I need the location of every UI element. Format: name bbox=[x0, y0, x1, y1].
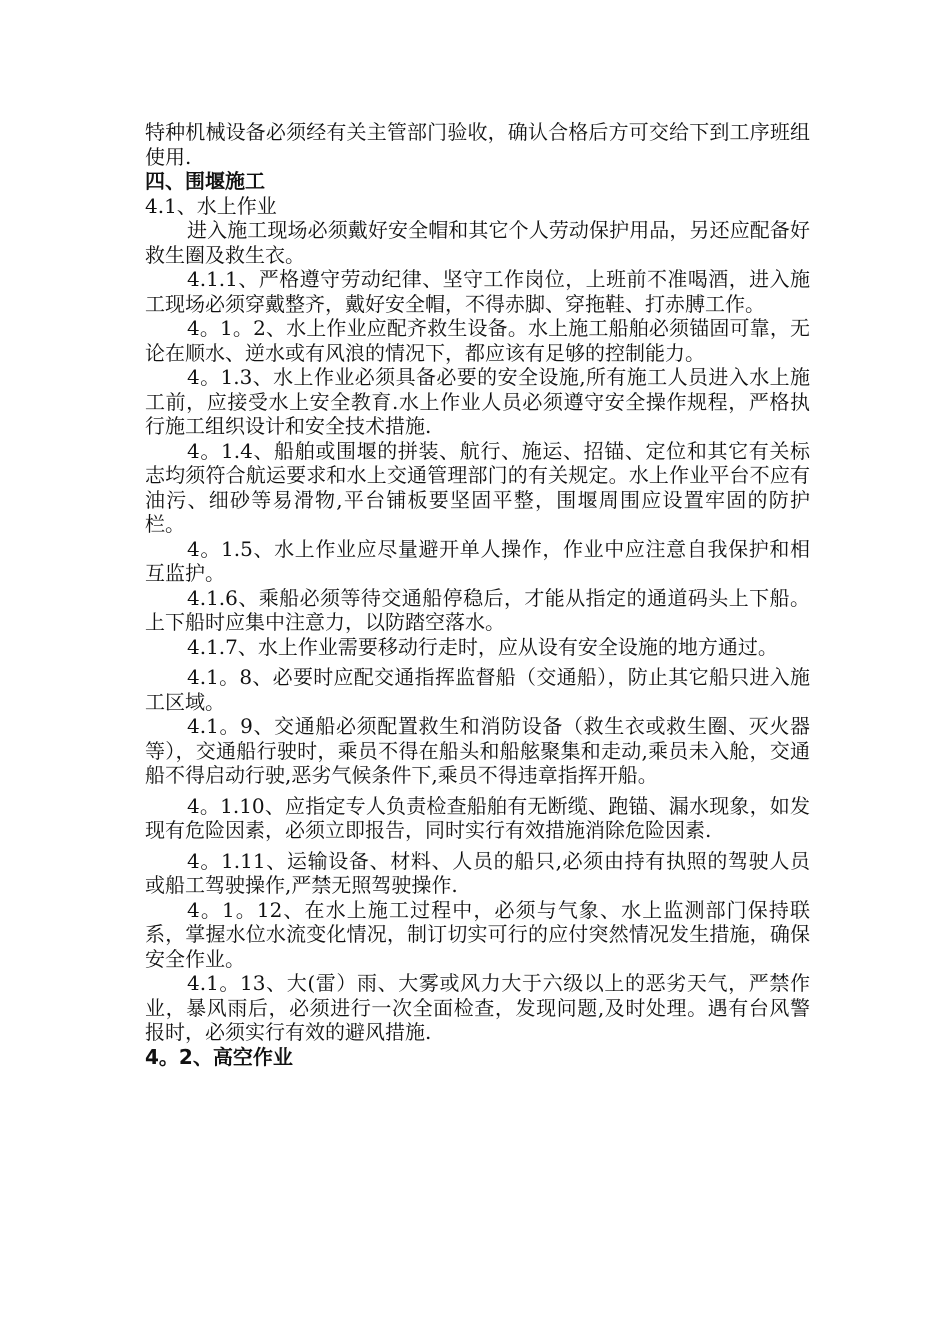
paragraph-intro: 特种机械设备必须经有关主管部门验收，确认合格后方可交给下到工序班组使用. bbox=[145, 120, 810, 169]
paragraph-4-1-10: 4。1.10、应指定专人负责检查船舶有无断缆、跑锚、漏水现象，如发现有危险因素，必须立即报告，同时实行有效措施消除危险因素. bbox=[145, 793, 810, 842]
paragraph-4-1-12: 4。1。12、在水上施工过程中，必须与气象、水上监测部门保持联系，掌握水位水流变化情况，制订切实可行的应付突然情况发生措施，确保安全作业。 bbox=[145, 897, 810, 971]
paragraph-4-1-2: 4。1。2、水上作业应配齐救生设备。水上施工船舶必须锚固可靠，无论在顺水、逆水或有风浪的情况下，都应该有足够的控制能力。 bbox=[145, 316, 810, 365]
paragraph-4-1-9: 4.1。9、交通船必须配置救生和消防设备（救生衣或救生圈、灭火器等），交通船行驶时，乘员不得在船头和船舷聚集和走动,乘员未入舱，交通船不得启动行驶,恶劣气候条件下,乘员不得违章指挥开船。 bbox=[145, 714, 810, 787]
paragraph-4-1-3: 4。1.3、水上作业必须具备必要的安全设施,所有施工人员进入水上施工前，应接受水上安全教育.水上作业人员必须遵守安全操作规程，严格执行施工组织设计和安全技术措施. bbox=[145, 365, 810, 438]
section-heading-cofferdam: 四、围堰施工 bbox=[145, 169, 265, 193]
paragraph-4-1-4: 4。1.4、船舶或围堰的拼装、航行、施运、招锚、定位和其它有关标志均须符合航运要求和水上交通管理部门的有关规定。水上作业平台不应有油污、细砂等易滑物,平台铺板要坚固平整，围堰周围应设置牢固的防护栏。 bbox=[145, 438, 810, 536]
paragraph-4-1-7: 4.1.7、水上作业需要移动行走时，应从设有安全设施的地方通过。 bbox=[187, 634, 778, 659]
subheading-water-work: 4.1、水上作业 bbox=[145, 193, 277, 218]
paragraph-4-1-5: 4。1.5、水上作业应尽量避开单人操作，作业中应注意自我保护和相互监护。 bbox=[145, 536, 810, 585]
section-heading-high-altitude: 4。2、高空作业 bbox=[145, 1044, 293, 1069]
paragraph-4-1-13: 4.1。13、大(雷）雨、大雾或风力大于六级以上的恶劣天气，严禁作业，暴风雨后，必须进行一次全面检查，发现问题,及时处理。遇有台风警报时，必须实行有效的避风措施. bbox=[145, 971, 810, 1044]
paragraph-4-1-8: 4.1。8、必要时应配交通指挥监督船（交通船），防止其它船只进入施工区域。 bbox=[145, 665, 810, 714]
paragraph-protective-gear: 进入施工现场必须戴好安全帽和其它个人劳动保护用品，另还应配备好救生圈及救生衣。 bbox=[145, 218, 810, 267]
document-page bbox=[145, 120, 810, 1069]
paragraph-4-1-11: 4。1.11、运输设备、材料、人员的船只,必须由持有执照的驾驶人员或船工驾驶操作,严禁无照驾驶操作. bbox=[145, 848, 810, 897]
paragraph-4-1-6: 4.1.6、乘船必须等待交通船停稳后，才能从指定的通道码头上下船。上下船时应集中注意力，以防踏空落水。 bbox=[145, 585, 810, 634]
paragraph-4-1-1: 4.1.1、严格遵守劳动纪律、坚守工作岗位，上班前不准喝酒，进入施工现场必须穿戴整齐，戴好安全帽，不得赤脚、穿拖鞋、打赤膊工作。 bbox=[145, 267, 810, 316]
